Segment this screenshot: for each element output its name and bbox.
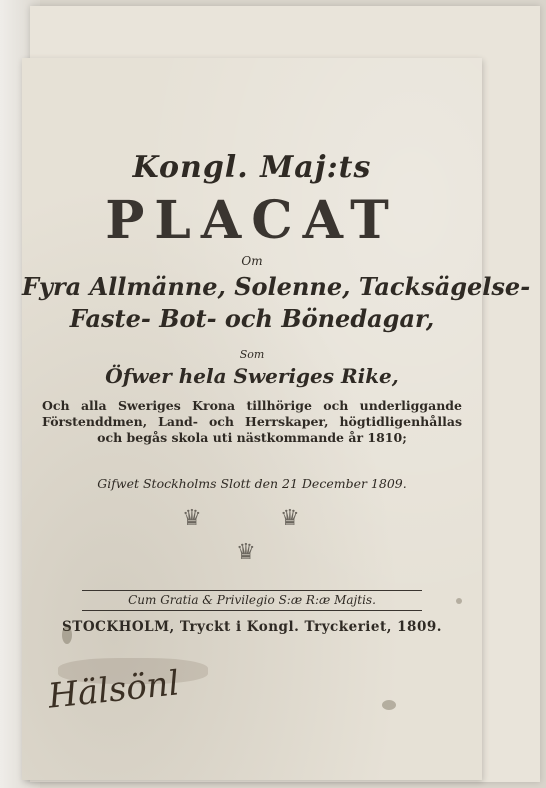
body-paragraph: Och alla Sweriges Krona tillhörige och underliggande Förstenddmen, Land- och Herrskaper, högtidligenhållas och begås skola uti nästkommande år 1810; xyxy=(42,398,462,445)
som-label: Som xyxy=(239,348,265,361)
heading-kongl: Kongl. Maj:ts xyxy=(132,150,372,185)
crown-icon: ♛ xyxy=(236,540,256,565)
scope-line: Öfwer hela Sweriges Rike, xyxy=(105,364,399,388)
title-placat: PLACAT xyxy=(105,190,399,251)
subject-line-2: Faste- Bot- och Bönedagar, xyxy=(69,304,435,333)
om-label: Om xyxy=(241,254,263,268)
subject-line-1: Fyra Allmänne, Solenne, Tacksägelse- xyxy=(22,272,531,301)
handwritten-signature: Hälsönl xyxy=(46,663,182,717)
document-page xyxy=(22,58,531,780)
ink-stain xyxy=(62,626,72,644)
divider-top xyxy=(82,590,422,591)
ink-stain xyxy=(456,598,462,604)
crown-icon: ♛ xyxy=(182,506,202,531)
given-line: Gifwet Stockholms Slott den 21 December 1809. xyxy=(97,476,407,491)
divider-bottom xyxy=(82,610,422,611)
privilege-line: Cum Gratia & Privilegio S:æ R:æ Majtis. xyxy=(128,593,376,607)
crown-icon: ♛ xyxy=(280,506,300,531)
imprint-line: STOCKHOLM, Tryckt i Kongl. Tryckeriet, 1809. xyxy=(62,619,442,635)
ink-stain xyxy=(382,700,396,710)
